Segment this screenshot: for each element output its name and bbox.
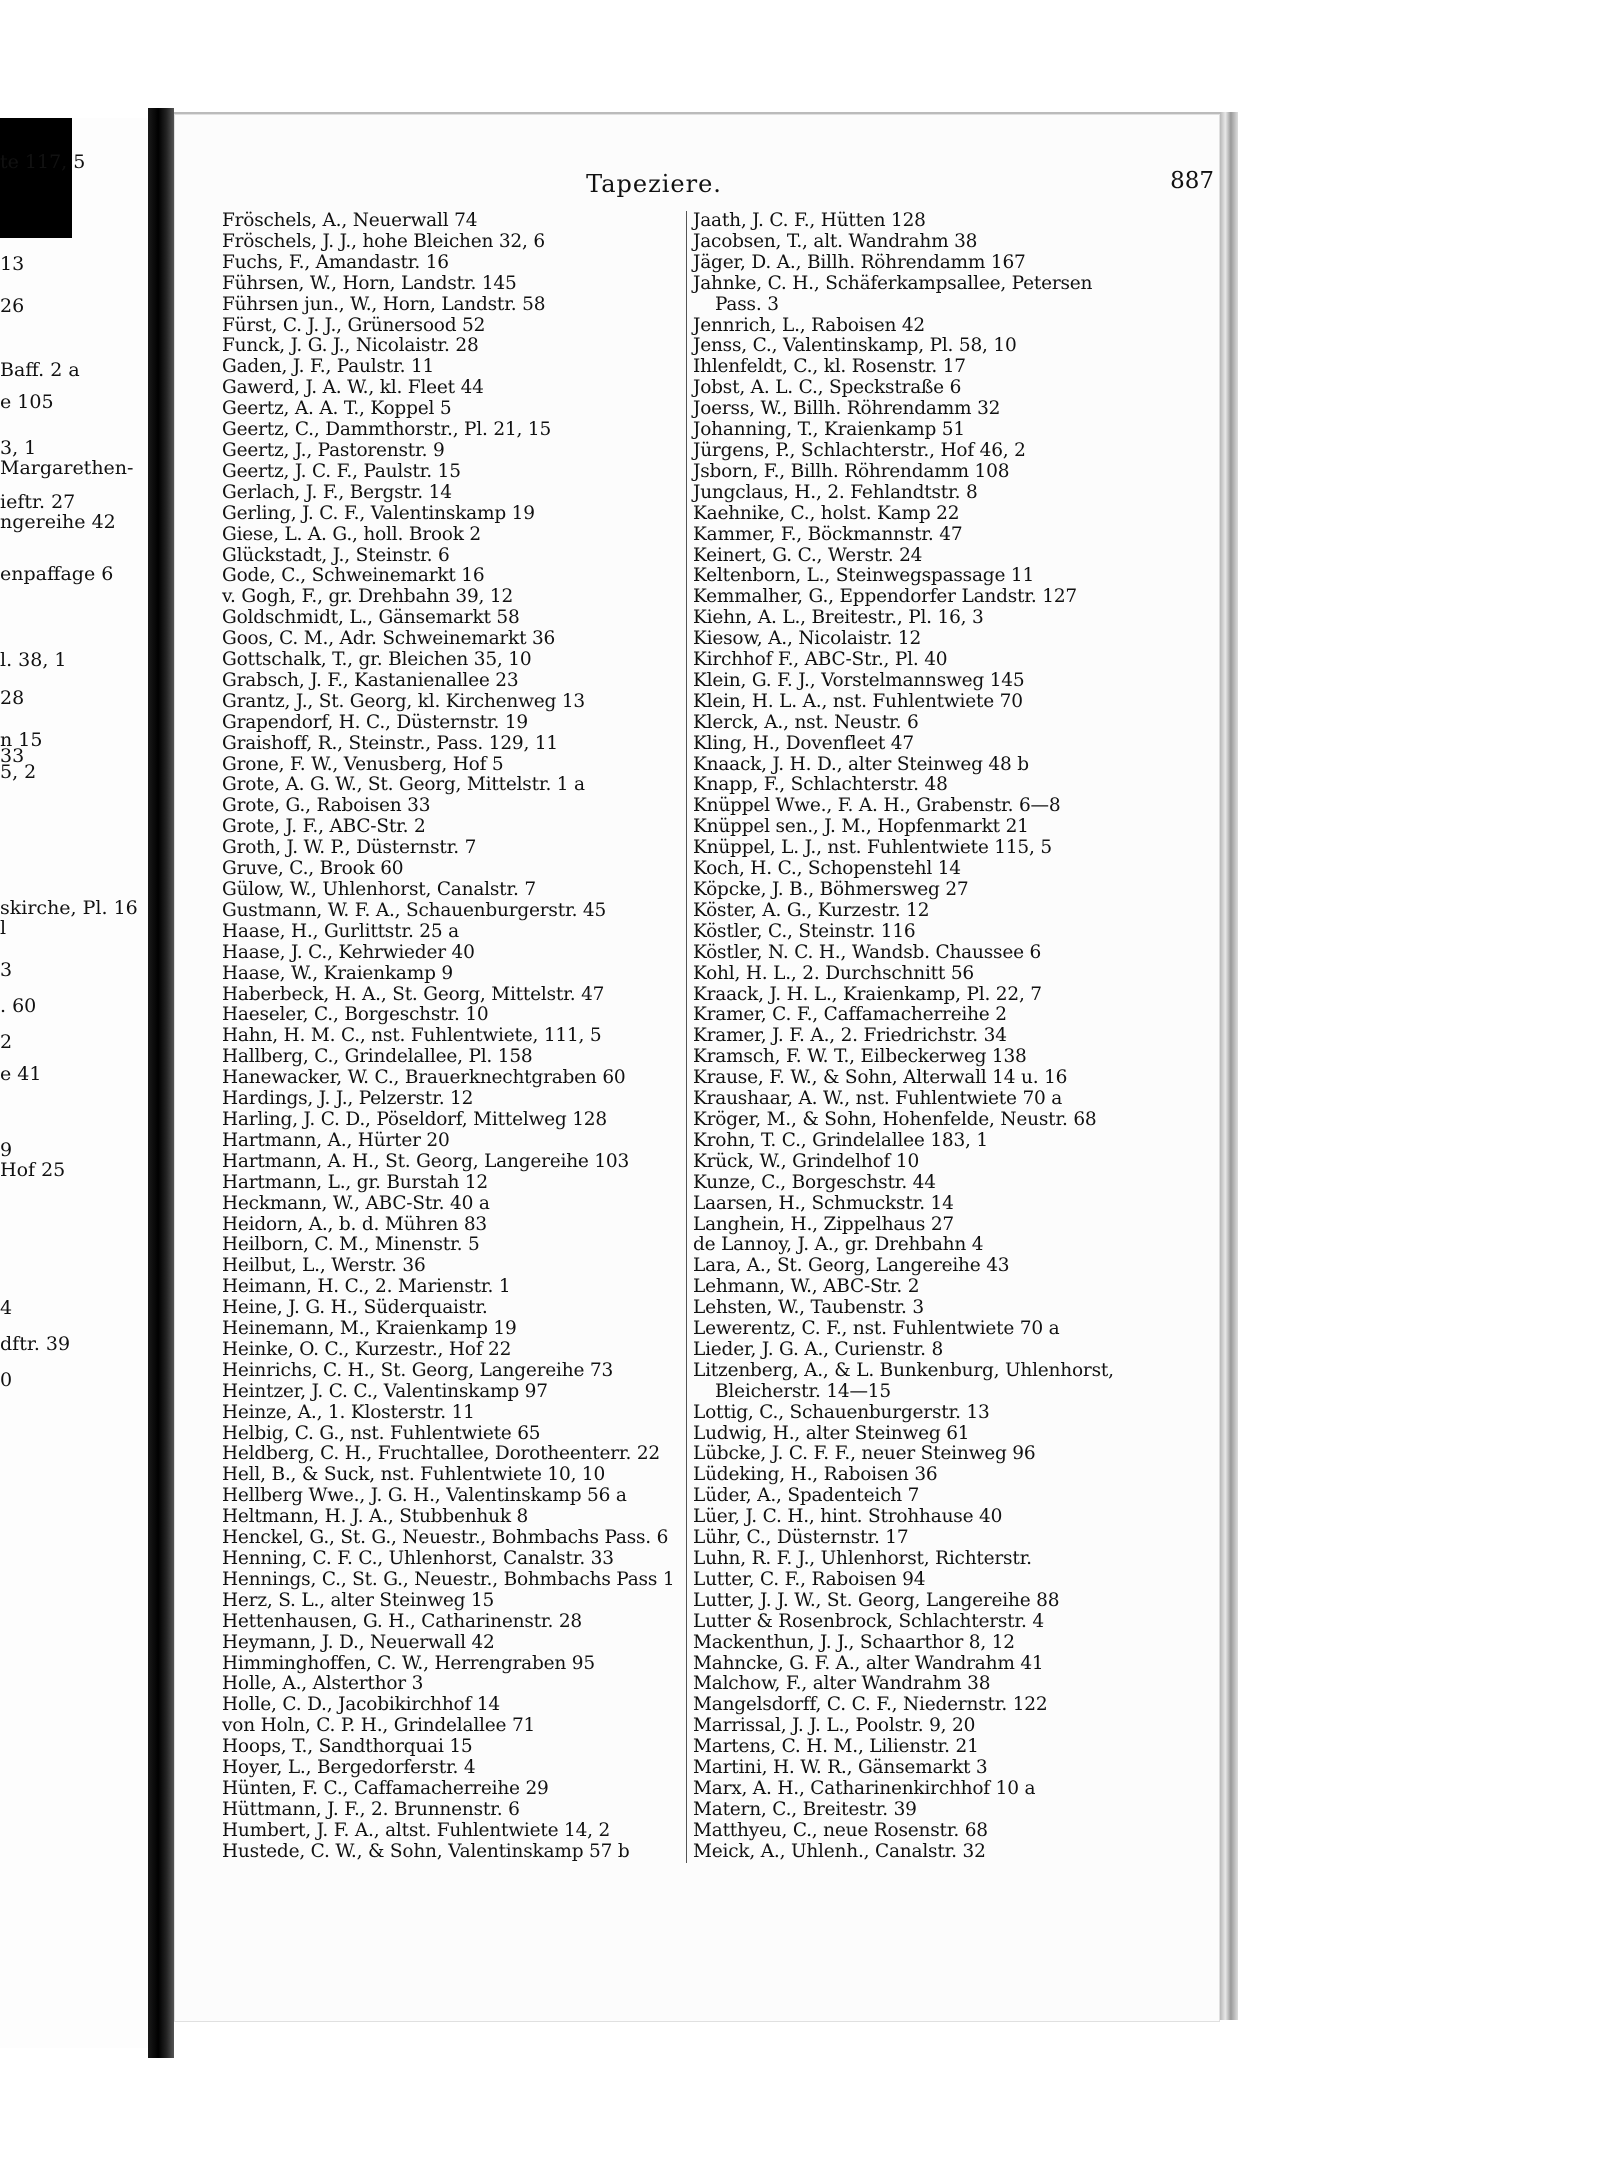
directory-entry: Hettenhausen, G. H., Catharinenstr. 28: [222, 1610, 582, 1632]
left-fragment-text: 2: [0, 1031, 13, 1053]
directory-entry: Hennings, C., St. G., Neuestr., Bohmbachs Pass 1: [222, 1568, 675, 1590]
directory-entry: Lübcke, J. C. F. F., neuer Steinweg 96: [693, 1443, 1036, 1465]
directory-entry: Jennrich, L., Raboisen 42: [693, 314, 925, 336]
directory-entry: Klerck, A., nst. Neustr. 6: [693, 711, 919, 733]
left-fragment-text: 4: [0, 1297, 13, 1319]
directory-entry: Grapendorf, H. C., Düsternstr. 19: [222, 711, 528, 733]
directory-entry: Jobst, A. L. C., Speckstraße 6: [693, 377, 962, 399]
left-fragment-text: 5, 2: [0, 761, 37, 783]
directory-entry: Heinke, O. C., Kurzestr., Hof 22: [222, 1338, 512, 1360]
directory-entry: Grote, G., Raboisen 33: [222, 795, 431, 817]
directory-entry: Heymann, J. D., Neuerwall 42: [222, 1631, 495, 1653]
directory-entry: Grote, J. F., ABC-Str. 2: [222, 816, 426, 838]
directory-entry: Haeseler, C., Borgeschstr. 10: [222, 1004, 489, 1026]
left-page-fragment: [0, 118, 150, 2048]
directory-entry: Gaden, J. F., Paulstr. 11: [222, 356, 435, 378]
directory-entry: Geertz, C., Dammthorstr., Pl. 21, 15: [222, 419, 552, 441]
directory-entry: Hartmann, L., gr. Burstah 12: [222, 1171, 488, 1193]
directory-entry: Groth, J. W. P., Düsternstr. 7: [222, 837, 477, 859]
page-number: 887: [1170, 168, 1214, 194]
directory-entry: Klein, G. F. J., Vorstelmannsweg 145: [693, 669, 1025, 691]
directory-entry: Jungclaus, H., 2. Fehlandtstr. 8: [693, 481, 978, 503]
directory-entry: Hell, B., & Suck, nst. Fuhlentwiete 10, 10: [222, 1464, 606, 1486]
left-fragment-text: Baff. 2 a: [0, 359, 80, 381]
directory-entry: Graishoff, R., Steinstr., Pass. 129, 11: [222, 732, 558, 754]
directory-entry: Gode, C., Schweinemarkt 16: [222, 565, 485, 587]
directory-entry: Grote, A. G. W., St. Georg, Mittelstr. 1 a: [222, 774, 585, 796]
left-fragment-text: ieftr. 27: [0, 491, 76, 513]
page-shadow: [0, 118, 72, 238]
directory-entry: Mangelsdorff, C. C. F., Niedernstr. 122: [693, 1694, 1048, 1716]
directory-entry: Jaath, J. C. F., Hütten 128: [693, 210, 926, 231]
directory-entry: Köpcke, J. B., Böhmersweg 27: [693, 879, 969, 900]
directory-entry: Kiehn, A. L., Breitestr., Pl. 16, 3: [693, 607, 984, 629]
directory-entry: Köstler, C., Steinstr. 116: [693, 920, 916, 942]
directory-entry: Fuchs, F., Amandastr. 16: [222, 251, 449, 273]
directory-entry: Harling, J. C. D., Pöseldorf, Mittelweg 128: [222, 1108, 607, 1130]
directory-entry: Lehmann, W., ABC-Str. 2: [693, 1276, 920, 1298]
directory-entry: Kraushaar, A. W., nst. Fuhlentwiete 70 a: [693, 1088, 1063, 1110]
directory-entry: Lüder, A., Spadenteich 7: [693, 1485, 920, 1507]
directory-entry: Jenss, C., Valentinskamp, Pl. 58, 10: [693, 335, 1017, 357]
left-fragment-text: . 60: [0, 995, 37, 1017]
directory-entry: Hanewacker, W. C., Brauerknechtgraben 60: [222, 1067, 626, 1089]
directory-entry: Lewerentz, C. F., nst. Fuhlentwiete 70 a: [693, 1318, 1060, 1340]
directory-entry: von Holn, C. P. H., Grindelallee 71: [222, 1715, 536, 1737]
directory-entry: Jahnke, C. H., Schäferkampsallee, Petersen: [693, 272, 1093, 294]
directory-entry: Führsen, W., Horn, Landstr. 145: [222, 272, 517, 294]
directory-entry-continuation: Bleicherstr. 14—15: [715, 1380, 891, 1402]
directory-entry: Martens, C. H. M., Lilienstr. 21: [693, 1736, 979, 1758]
directory-entry: Humbert, J. F. A., altst. Fuhlentwiete 14, 2: [222, 1819, 611, 1841]
directory-entry: Kramer, J. F. A., 2. Friedrichstr. 34: [693, 1025, 1007, 1047]
directory-entry: Hartmann, A. H., St. Georg, Langereihe 103: [222, 1150, 630, 1172]
directory-entry: Holle, C. D., Jacobikirchhof 14: [222, 1694, 500, 1716]
directory-entry: Henckel, G., St. G., Neuestr., Bohmbachs Pass. 6: [222, 1527, 669, 1549]
directory-entry: Kunze, C., Borgeschstr. 44: [693, 1171, 936, 1193]
directory-entry: Fürst, C. J. J., Grünersood 52: [222, 314, 486, 336]
directory-entry: Klein, H. L. A., nst. Fuhlentwiete 70: [693, 690, 1023, 712]
directory-entry: Kemmalher, G., Eppendorfer Landstr. 127: [693, 586, 1077, 608]
directory-entry: Hardings, J. J., Pelzerstr. 12: [222, 1088, 474, 1110]
directory-entry: Hellberg Wwe., J. G. H., Valentinskamp 56 a: [222, 1485, 627, 1507]
directory-entry: Knüppel sen., J. M., Hopfenmarkt 21: [693, 816, 1029, 838]
directory-entry: Goldschmidt, L., Gänsemarkt 58: [222, 607, 520, 629]
directory-entry: Gawerd, J. A. W., kl. Fleet 44: [222, 377, 484, 399]
left-fragment-text: 26: [0, 295, 25, 317]
directory-entry: Litzenberg, A., & L. Bunkenburg, Uhlenhorst,: [693, 1359, 1114, 1381]
directory-entry: Holle, A., Alsterthor 3: [222, 1673, 424, 1695]
directory-entry: Gustmann, W. F. A., Schauenburgerstr. 45: [222, 899, 607, 921]
left-fragment-text: 0: [0, 1369, 13, 1391]
directory-entry: Koch, H. C., Schopenstehl 14: [693, 858, 961, 880]
directory-entry: Lühr, C., Düsternstr. 17: [693, 1527, 909, 1549]
directory-entry: Langhein, H., Zippelhaus 27: [693, 1213, 954, 1235]
directory-entry: Kröger, M., & Sohn, Hohenfelde, Neustr. 68: [693, 1108, 1097, 1130]
directory-entry: Ihlenfeldt, C., kl. Rosenstr. 17: [693, 356, 966, 378]
directory-entry: Goos, C. M., Adr. Schweinemarkt 36: [222, 628, 556, 650]
directory-entry: Kramer, C. F., Caffamacherreihe 2: [693, 1004, 1007, 1026]
directory-entry: Hünten, F. C., Caffamacherreihe 29: [222, 1777, 549, 1799]
directory-entry: Grantz, J., St. Georg, kl. Kirchenweg 13: [222, 690, 585, 712]
directory-entry: Hoops, T., Sandthorquai 15: [222, 1736, 473, 1758]
left-fragment-text: e 41: [0, 1063, 42, 1085]
directory-entry: Herz, S. L., alter Steinweg 15: [222, 1589, 495, 1611]
directory-entry: Grabsch, J. F., Kastanienallee 23: [222, 669, 519, 691]
directory-entry: Hüttmann, J. F., 2. Brunnenstr. 6: [222, 1798, 520, 1820]
directory-entry: Matern, C., Breitestr. 39: [693, 1798, 917, 1820]
directory-entry: Geertz, A. A. T., Koppel 5: [222, 398, 452, 420]
directory-entry: Knaack, J. H. D., alter Steinweg 48 b: [693, 753, 1029, 775]
directory-column-right: [686, 211, 1223, 1863]
directory-entry: Fröschels, A., Neuerwall 74: [222, 210, 478, 231]
directory-entry: Haase, W., Kraienkamp 9: [222, 962, 453, 984]
directory-entry: Hartmann, A., Hürter 20: [222, 1129, 450, 1151]
directory-column-left: [222, 211, 692, 1863]
directory-entry: Lara, A., St. Georg, Langereihe 43: [693, 1255, 1010, 1277]
directory-entry: Heinze, A., 1. Klosterstr. 11: [222, 1401, 475, 1423]
page-header: [174, 170, 1214, 200]
directory-entry: Heine, J. G. H., Süderquaistr.: [222, 1297, 488, 1319]
left-fragment-text: 9: [0, 1139, 13, 1161]
left-fragment-text: 13: [0, 253, 25, 275]
directory-entry: Laarsen, H., Schmuckstr. 14: [693, 1192, 954, 1214]
directory-entry: Fröschels, J. J., hohe Bleichen 32, 6: [222, 230, 545, 252]
directory-entry: Kramsch, F. W. T., Eilbeckerweg 138: [693, 1046, 1027, 1068]
directory-entry: Luhn, R. F. J., Uhlenhorst, Richterstr.: [693, 1548, 1032, 1569]
directory-entry: Heldberg, C. H., Fruchtallee, Dorotheenterr. 22: [222, 1443, 660, 1465]
directory-entry: Lutter & Rosenbrock, Schlachterstr. 4: [693, 1610, 1044, 1632]
left-fragment-text: l. 38, 1: [0, 649, 67, 671]
directory-entry: Marrissal, J. J. L., Poolstr. 9, 20: [693, 1715, 976, 1737]
directory-entry: Mahncke, G. F. A., alter Wandrahm 41: [693, 1652, 1044, 1674]
directory-entry: Joerss, W., Billh. Röhrendamm 32: [693, 398, 1001, 420]
directory-entry: Heintzer, J. C. C., Valentinskamp 97: [222, 1380, 548, 1402]
directory-entry: Matthyeu, C., neue Rosenstr. 68: [693, 1819, 988, 1841]
directory-entry: Hallberg, C., Grindelallee, Pl. 158: [222, 1046, 533, 1068]
directory-entry: Haase, H., Gurlittstr. 25 a: [222, 920, 459, 942]
directory-entry: Kaehnike, C., holst. Kamp 22: [693, 502, 960, 524]
directory-entry: Geertz, J. C. F., Paulstr. 15: [222, 460, 461, 482]
directory-entry-continuation: Pass. 3: [715, 293, 779, 315]
directory-entry: Giese, L. A. G., holl. Brook 2: [222, 523, 481, 545]
left-fragment-text: te 117, 5: [0, 151, 86, 173]
directory-entry: Heinemann, M., Kraienkamp 19: [222, 1318, 517, 1340]
directory-entry: Heckmann, W., ABC-Str. 40 a: [222, 1192, 490, 1214]
directory-entry: Lüer, J. C. H., hint. Strohhause 40: [693, 1506, 1003, 1528]
directory-entry: Lutter, J. J. W., St. Georg, Langereihe 88: [693, 1589, 1060, 1611]
directory-entry: Lüdeking, H., Raboisen 36: [693, 1464, 938, 1486]
directory-entry: Jsborn, F., Billh. Röhrendamm 108: [693, 460, 1010, 482]
directory-entry: Haase, J. C., Kehrwieder 40: [222, 941, 475, 963]
page-edges: [1220, 112, 1238, 2020]
left-fragment-text: l: [0, 917, 7, 939]
directory-entry: Kiesow, A., Nicolaistr. 12: [693, 628, 922, 650]
directory-entry: Meick, A., Uhlenh., Canalstr. 32: [693, 1840, 986, 1862]
directory-entry: Kammer, F., Böckmannstr. 47: [693, 523, 963, 545]
directory-entry: Jäger, D. A., Billh. Röhrendamm 167: [693, 251, 1026, 273]
directory-entry: Haberbeck, H. A., St. Georg, Mittelstr. 47: [222, 983, 605, 1005]
directory-entry: Funck, J. G. J., Nicolaistr. 28: [222, 335, 479, 357]
directory-entry: Gülow, W., Uhlenhorst, Canalstr. 7: [222, 879, 536, 900]
left-fragment-text: ngereihe 42: [0, 511, 116, 533]
directory-entry: Hoyer, L., Bergedorferstr. 4: [222, 1757, 476, 1779]
left-fragment-text: dftr. 39: [0, 1333, 71, 1355]
directory-entry: Kohl, H. L., 2. Durchschnitt 56: [693, 962, 974, 984]
directory-entry: Krause, F. W., & Sohn, Alterwall 14 u. 16: [693, 1067, 1068, 1089]
directory-entry: Gerling, J. C. F., Valentinskamp 19: [222, 502, 535, 524]
directory-entry: Malchow, F., alter Wandrahm 38: [693, 1673, 991, 1695]
directory-entry: Lottig, C., Schauenburgerstr. 13: [693, 1401, 990, 1423]
directory-entry: Heilborn, C. M., Minenstr. 5: [222, 1234, 480, 1256]
directory-entry: Lutter, C. F., Raboisen 94: [693, 1568, 926, 1590]
page-title: Tapeziere.: [586, 170, 722, 198]
directory-entry: Heltmann, H. J. A., Stubbenhuk 8: [222, 1506, 529, 1528]
directory-entry: Gruve, C., Brook 60: [222, 858, 404, 880]
left-fragment-text: 3, 1: [0, 437, 37, 459]
left-fragment-text: skirche, Pl. 16: [0, 897, 138, 919]
directory-entry: Helbig, C. G., nst. Fuhlentwiete 65: [222, 1422, 541, 1444]
directory-entry: Heidorn, A., b. d. Mühren 83: [222, 1213, 488, 1235]
directory-entry: Himminghoffen, C. W., Herrengraben 95: [222, 1652, 595, 1674]
directory-entry: Knüppel, L. J., nst. Fuhlentwiete 115, 5: [693, 837, 1052, 859]
directory-entry: Keltenborn, L., Steinwegspassage 11: [693, 565, 1035, 587]
left-fragment-text: Hof 25: [0, 1159, 66, 1181]
left-fragment-text: 33: [0, 745, 25, 767]
directory-entry: Marx, A. H., Catharinenkirchhof 10 a: [693, 1777, 1036, 1799]
directory-entry: Lieder, J. G. A., Curienstr. 8: [693, 1338, 944, 1360]
directory-entry: Kling, H., Dovenfleet 47: [693, 732, 914, 754]
directory-entry: Heilbut, L., Werstr. 36: [222, 1255, 426, 1277]
left-fragment-text: enpaffage 6: [0, 563, 114, 585]
directory-entry: de Lannoy, J. A., gr. Drehbahn 4: [693, 1234, 984, 1256]
directory-entry: Hahn, H. M. C., nst. Fuhlentwiete, 111, 5: [222, 1025, 602, 1047]
directory-entry: Gottschalk, T., gr. Bleichen 35, 10: [222, 649, 532, 671]
directory-entry: Krohn, T. C., Grindelallee 183, 1: [693, 1129, 988, 1151]
directory-entry: v. Gogh, F., gr. Drehbahn 39, 12: [222, 586, 514, 608]
directory-entry: Johanning, T., Kraienkamp 51: [693, 419, 965, 441]
directory-entry: Grone, F. W., Venusberg, Hof 5: [222, 753, 504, 775]
directory-entry: Kirchhof F., ABC-Str., Pl. 40: [693, 649, 948, 671]
left-fragment-text: Margarethen-: [0, 457, 134, 479]
directory-entry: Lehsten, W., Taubenstr. 3: [693, 1297, 924, 1319]
left-fragment-text: 3: [0, 959, 13, 981]
directory-entry: Ludwig, H., alter Steinweg 61: [693, 1422, 970, 1444]
directory-entry: Köstler, N. C. H., Wandsb. Chaussee 6: [693, 941, 1042, 963]
directory-entry: Führsen jun., W., Horn, Landstr. 58: [222, 293, 546, 315]
directory-entry: Martini, H. W. R., Gänsemarkt 3: [693, 1757, 988, 1779]
directory-entry: Heimann, H. C., 2. Marienstr. 1: [222, 1276, 511, 1298]
directory-entry: Henning, C. F. C., Uhlenhorst, Canalstr. 33: [222, 1548, 614, 1569]
directory-entry: Mackenthun, J. J., Schaarthor 8, 12: [693, 1631, 1015, 1653]
directory-entry: Keinert, G. C., Werstr. 24: [693, 544, 923, 566]
directory-entry: Jacobsen, T., alt. Wandrahm 38: [693, 230, 978, 252]
directory-entry: Krück, W., Grindelhof 10: [693, 1150, 920, 1172]
directory-entry: Glückstadt, J., Steinstr. 6: [222, 544, 450, 566]
left-fragment-text: n 15: [0, 729, 43, 751]
directory-entry: Heinrichs, C. H., St. Georg, Langereihe 73: [222, 1359, 614, 1381]
directory-entry: Knapp, F., Schlachterstr. 48: [693, 774, 948, 796]
directory-entry: Knüppel Wwe., F. A. H., Grabenstr. 6—8: [693, 795, 1061, 817]
book-gutter: [148, 108, 174, 2058]
directory-entry: Köster, A. G., Kurzestr. 12: [693, 899, 930, 921]
directory-entry: Gerlach, J. F., Bergstr. 14: [222, 481, 452, 503]
left-fragment-text: e 105: [0, 391, 54, 413]
directory-entry: Kraack, J. H. L., Kraienkamp, Pl. 22, 7: [693, 983, 1042, 1005]
directory-entry: Hustede, C. W., & Sohn, Valentinskamp 57 b: [222, 1840, 630, 1862]
directory-entry: Geertz, J., Pastorenstr. 9: [222, 439, 445, 461]
directory-entry: Jürgens, P., Schlachterstr., Hof 46, 2: [693, 439, 1026, 461]
directory-page: [174, 112, 1220, 2022]
left-fragment-text: 28: [0, 687, 25, 709]
